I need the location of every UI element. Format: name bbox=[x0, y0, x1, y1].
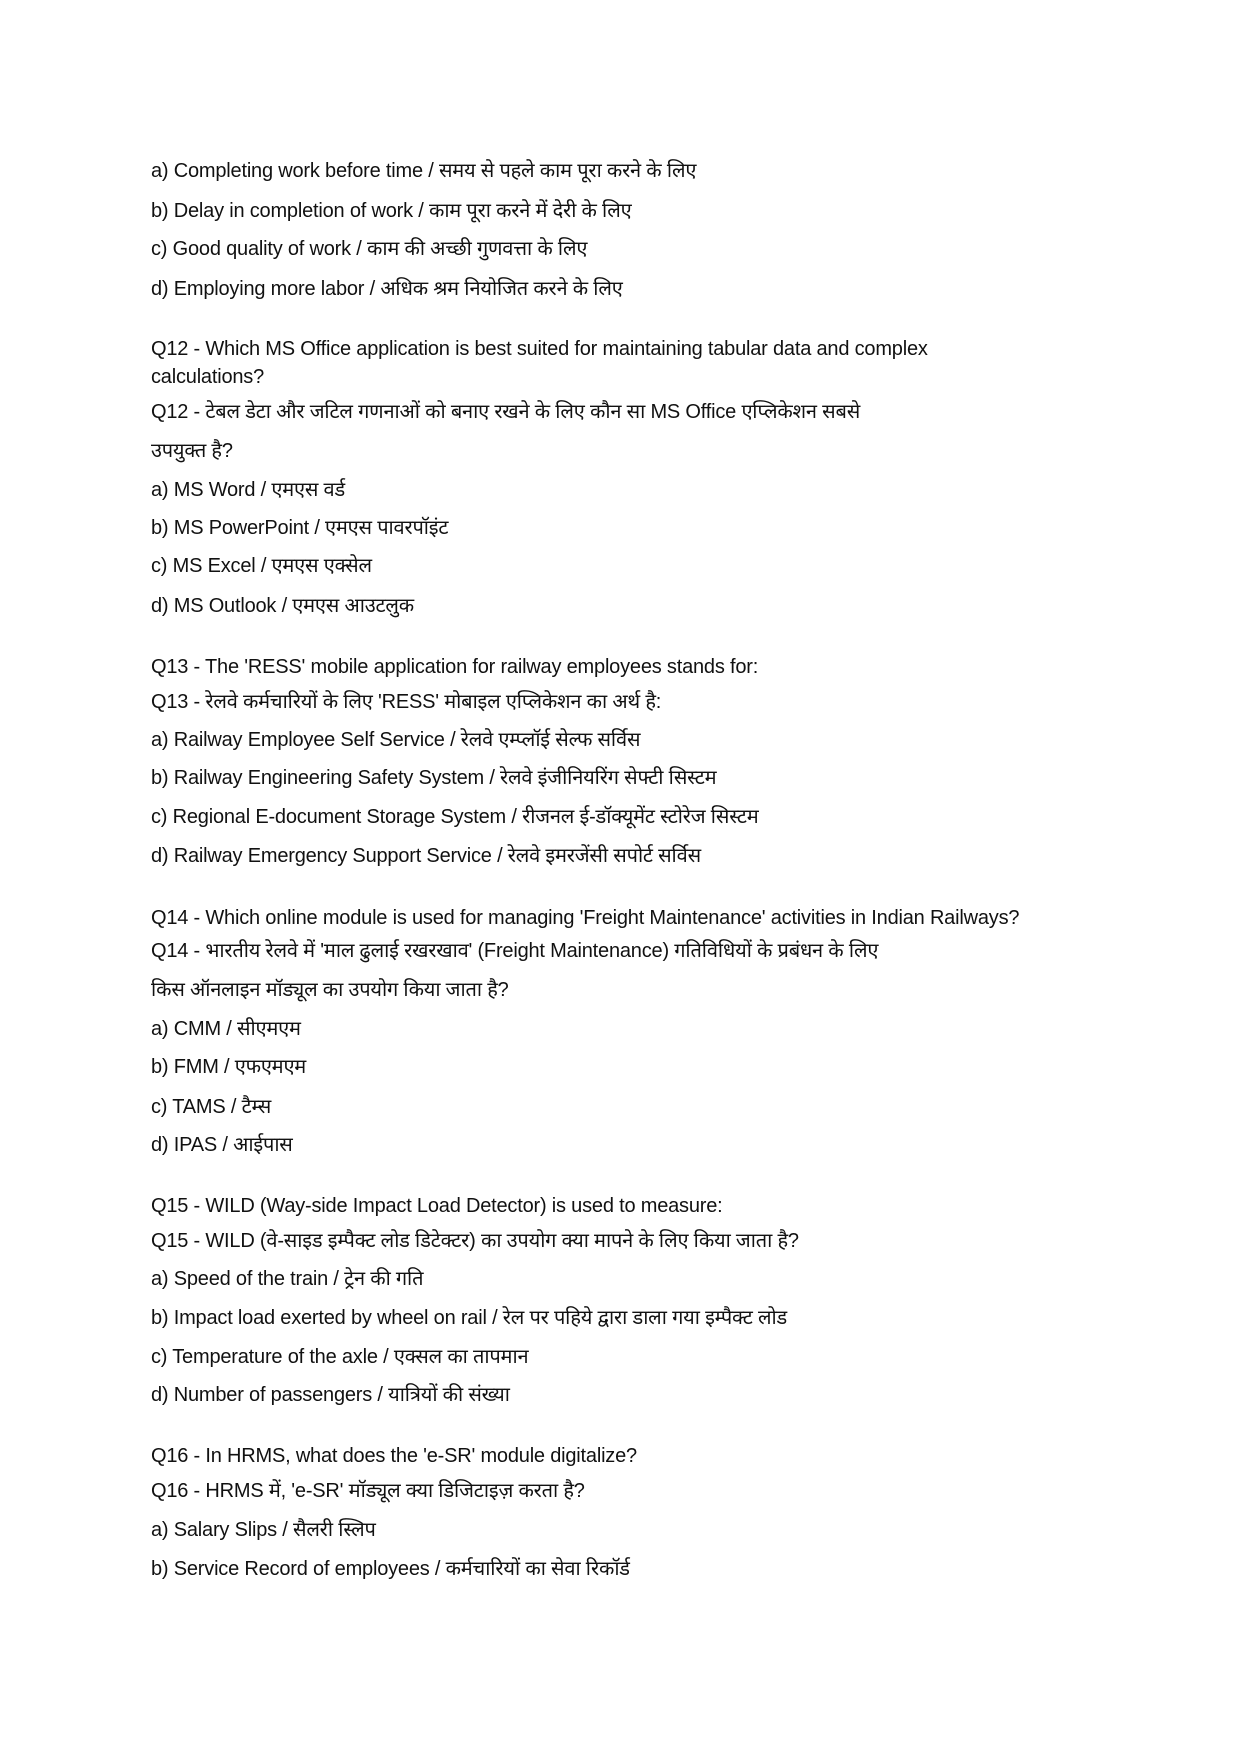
question-text: Q13 - The 'RESS' mobile application for railway employees stands for: bbox=[151, 656, 759, 678]
question-text: Q14 - Which online module is used for managing 'Freight Maintenance' activities in Indian Railways? bbox=[151, 907, 1020, 929]
answer-option: c) MS Excel / एमएस एक्सेल bbox=[151, 555, 372, 577]
answer-option: a) MS Word / एमएस वर्ड bbox=[151, 479, 345, 501]
answer-option: b) Service Record of employees / कर्मचारियों का सेवा रिकॉर्ड bbox=[151, 1558, 630, 1580]
question-text: Q16 - HRMS में, 'e-SR' मॉड्यूल क्या डिजिटाइज़ करता है? bbox=[151, 1480, 585, 1502]
question-text-continued: किस ऑनलाइन मॉड्यूल का उपयोग किया जाता है? bbox=[151, 979, 509, 1001]
answer-option: d) MS Outlook / एमएस आउटलुक bbox=[151, 595, 414, 617]
answer-option: a) Completing work before time / समय से पहले काम पूरा करने के लिए bbox=[151, 160, 697, 182]
question-text: Q15 - WILD (वे-साइड इम्पैक्ट लोड डिटेक्टर) का उपयोग क्या मापने के लिए किया जाता है? bbox=[151, 1230, 799, 1252]
answer-option: d) IPAS / आईपास bbox=[151, 1134, 293, 1156]
question-text-continued: calculations? bbox=[151, 366, 265, 388]
answer-option: d) Employing more labor / अधिक श्रम नियोजित करने के लिए bbox=[151, 278, 623, 300]
answer-option: a) Salary Slips / सैलरी स्लिप bbox=[151, 1519, 376, 1541]
answer-option: b) Impact load exerted by wheel on rail / रेल पर पहिये द्वारा डाला गया इम्पैक्ट लोड bbox=[151, 1307, 788, 1329]
question-text: Q14 - भारतीय रेलवे में 'माल ढुलाई रखरखाव' (Freight Maintenance) गतिविधियों के प्रबंधन के लिए bbox=[151, 940, 879, 962]
answer-option: a) CMM / सीएमएम bbox=[151, 1018, 301, 1040]
question-text: Q12 - टेबल डेटा और जटिल गणनाओं को बनाए रखने के लिए कौन सा MS Office एप्लिकेशन सबसे bbox=[151, 401, 861, 423]
question-text: Q13 - रेलवे कर्मचारियों के लिए 'RESS' मोबाइल एप्लिकेशन का अर्थ है: bbox=[151, 691, 662, 713]
answer-option: b) Delay in completion of work / काम पूरा करने में देरी के लिए bbox=[151, 200, 632, 222]
answer-option: c) TAMS / टैम्स bbox=[151, 1096, 272, 1118]
answer-option: c) Good quality of work / काम की अच्छी गुणवत्ता के लिए bbox=[151, 238, 588, 260]
question-text: Q15 - WILD (Way-side Impact Load Detector) is used to measure: bbox=[151, 1195, 723, 1217]
answer-option: a) Railway Employee Self Service / रेलवे एम्प्लॉई सेल्फ सर्विस bbox=[151, 729, 641, 751]
question-text-continued: उपयुक्त है? bbox=[151, 440, 233, 462]
answer-option: b) FMM / एफएमएम bbox=[151, 1056, 307, 1078]
question-text: Q12 - Which MS Office application is best suited for maintaining tabular data and complex bbox=[151, 338, 928, 360]
answer-option: c) Regional E-document Storage System / रीजनल ई-डॉक्यूमेंट स्टोरेज सिस्टम bbox=[151, 806, 759, 828]
answer-option: d) Railway Emergency Support Service / रेलवे इमरजेंसी सपोर्ट सर्विस bbox=[151, 845, 701, 867]
answer-option: b) Railway Engineering Safety System / रेलवे इंजीनियरिंग सेफ्टी सिस्टम bbox=[151, 767, 717, 789]
answer-option: a) Speed of the train / ट्रेन की गति bbox=[151, 1268, 424, 1290]
answer-option: c) Temperature of the axle / एक्सल का तापमान bbox=[151, 1346, 529, 1368]
question-text: Q16 - In HRMS, what does the 'e-SR' module digitalize? bbox=[151, 1445, 637, 1467]
answer-option: d) Number of passengers / यात्रियों की संख्या bbox=[151, 1384, 510, 1406]
answer-option: b) MS PowerPoint / एमएस पावरपॉइंट bbox=[151, 517, 449, 539]
